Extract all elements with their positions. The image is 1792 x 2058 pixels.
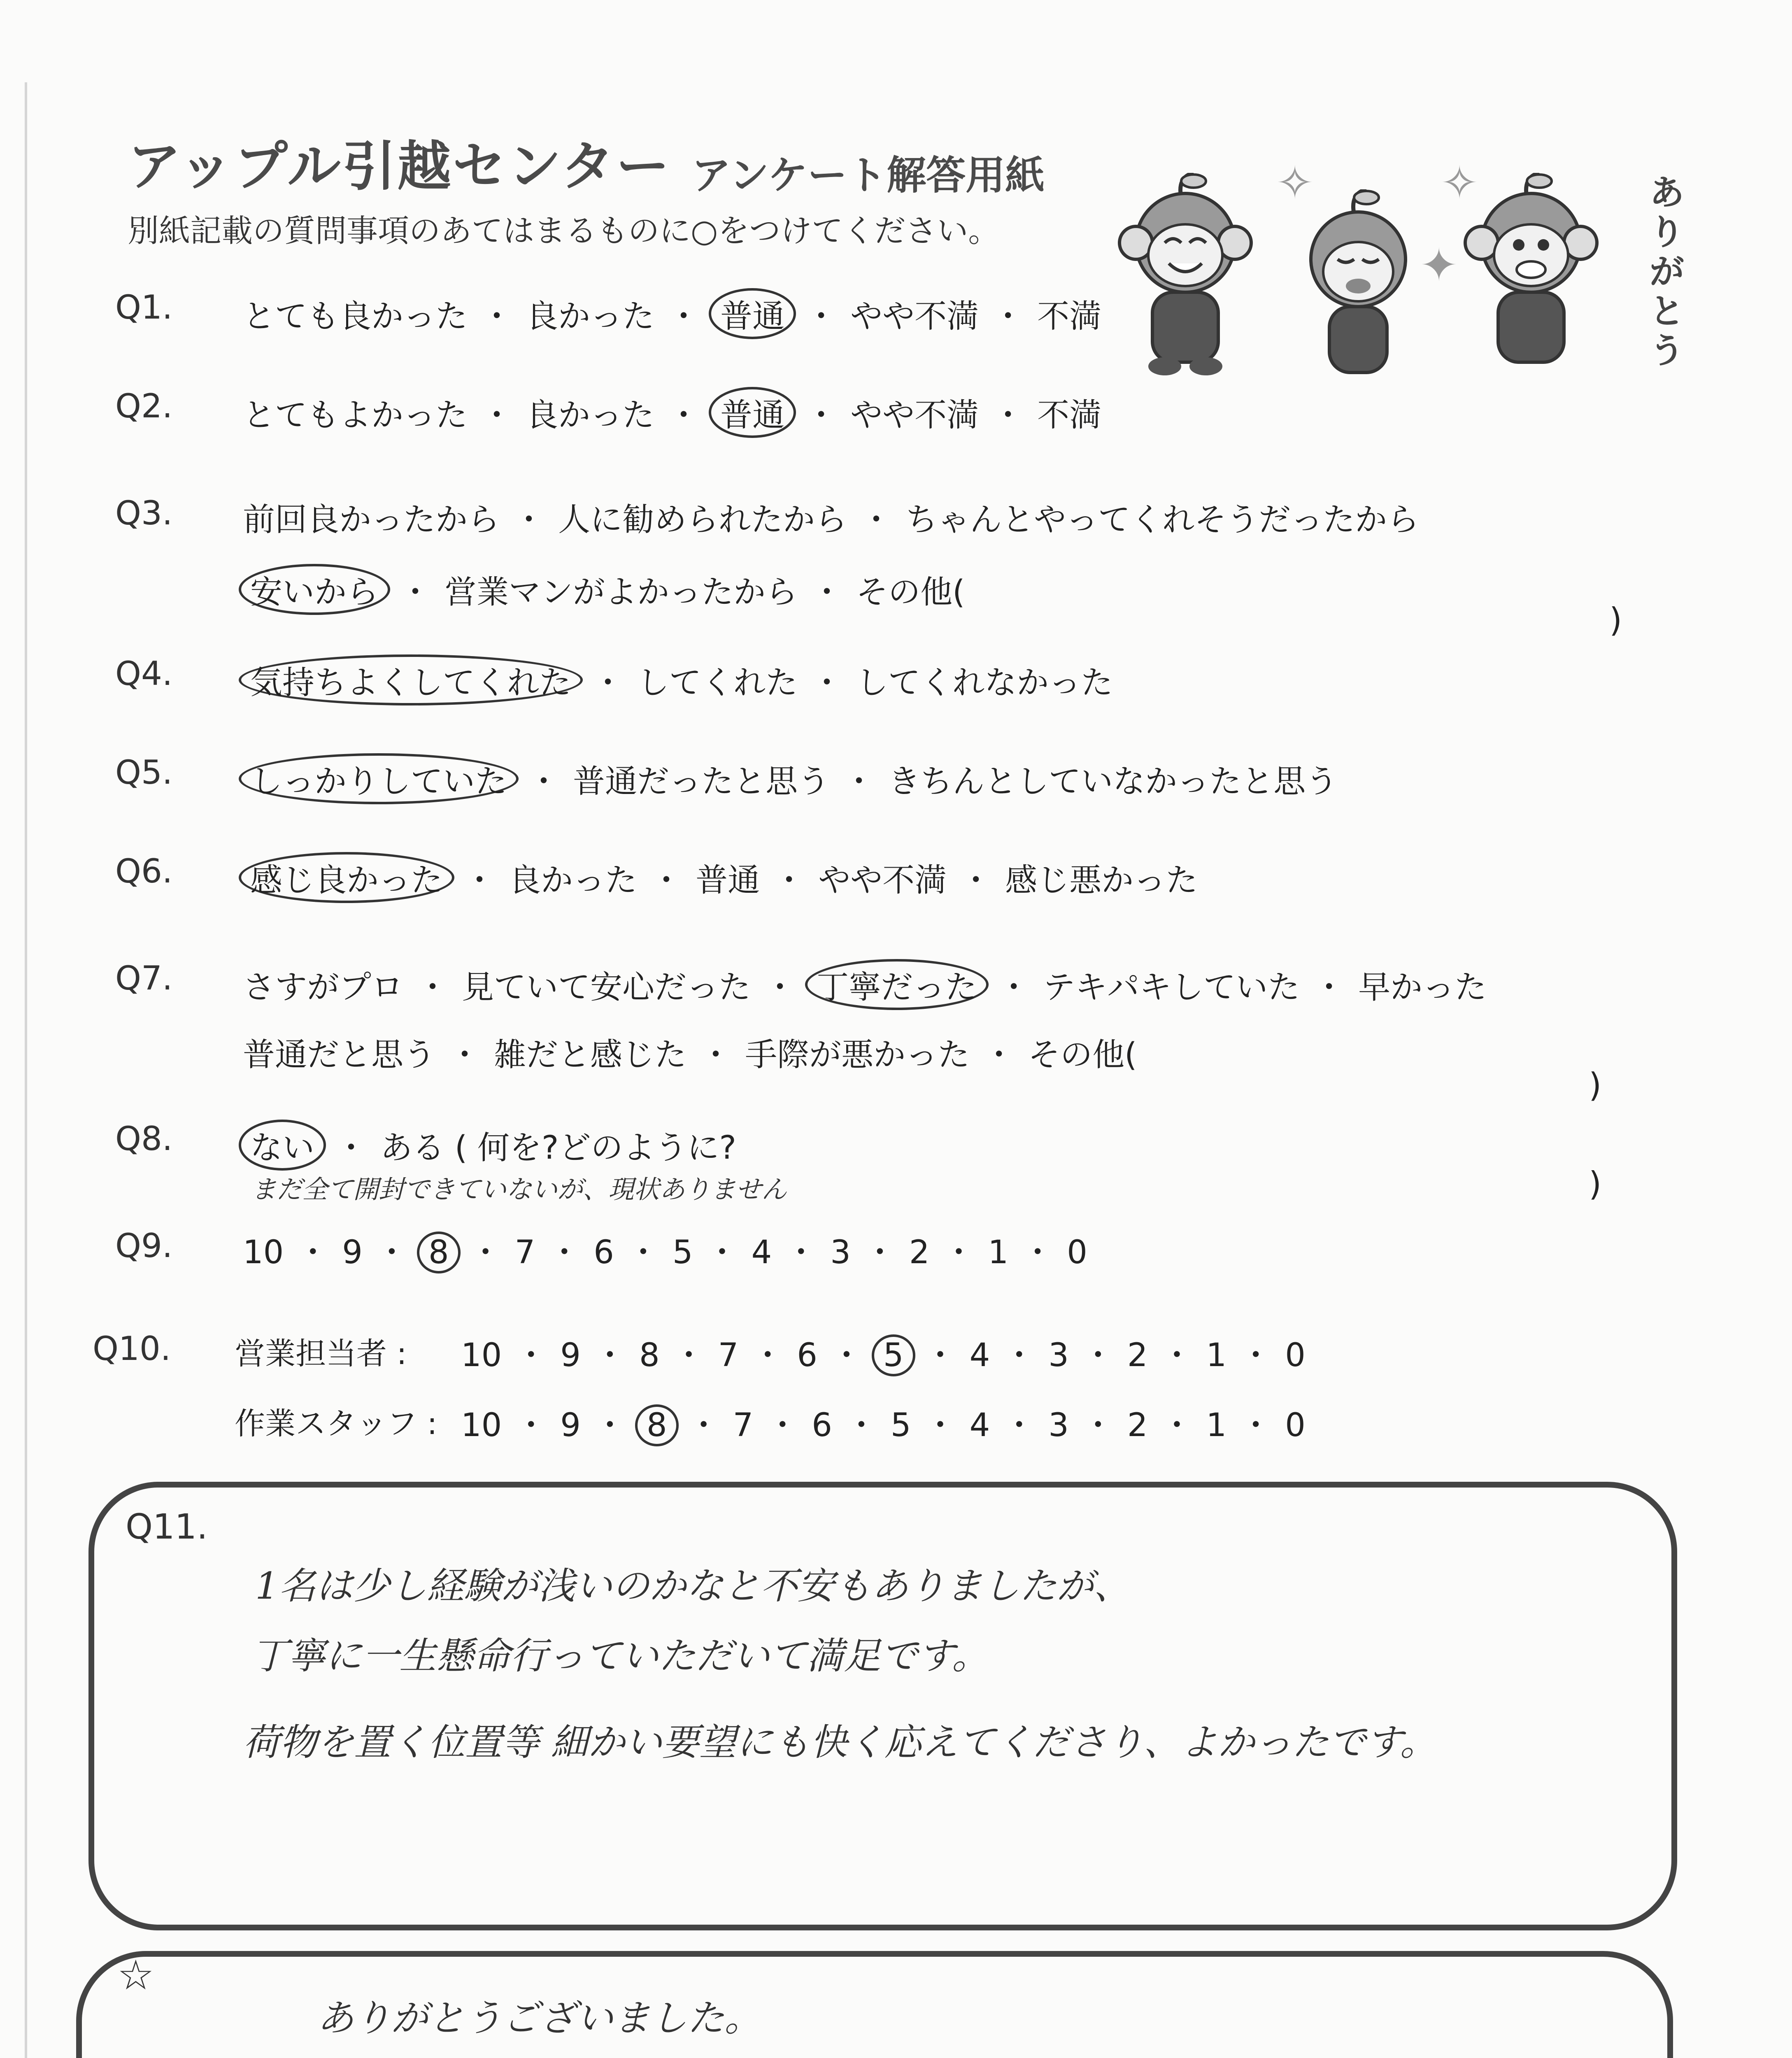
option[interactable]: 8: [639, 1337, 660, 1374]
question-options: [243, 753, 1338, 804]
option[interactable]: 4: [969, 1407, 990, 1444]
rating-scale: [461, 1329, 1306, 1376]
separator-dot: ・: [1003, 1407, 1036, 1444]
separator-dot: ・: [1240, 1337, 1272, 1374]
option[interactable]: 雑だと感じた: [494, 1036, 687, 1073]
selected-option[interactable]: 普通: [709, 288, 796, 339]
separator-dot: ・: [528, 763, 560, 800]
option[interactable]: 見ていて安心だった: [462, 969, 751, 1006]
selected-option[interactable]: 感じ良かった: [239, 852, 454, 903]
separator-dot: ・: [843, 763, 875, 800]
option[interactable]: 1: [988, 1234, 1009, 1271]
monkey-mascot-icon: [1292, 189, 1424, 387]
option[interactable]: やや不満: [850, 397, 979, 434]
option[interactable]: きちんとしていなかったと思う: [888, 763, 1338, 800]
separator-dot: ・: [335, 1129, 368, 1166]
question-label: Q9.: [115, 1227, 173, 1265]
separator-dot: ・: [513, 501, 545, 538]
option[interactable]: 普通だったと思う: [573, 763, 830, 800]
selected-option[interactable]: 普通: [709, 387, 796, 438]
option[interactable]: 前回良かったから: [243, 501, 500, 538]
separator-dot: ・: [863, 1234, 896, 1271]
paren-close: ): [1589, 1066, 1602, 1104]
mascot-illustration: [1111, 156, 1708, 387]
selected-option[interactable]: 安いから: [239, 564, 390, 615]
option[interactable]: 3: [1048, 1337, 1069, 1374]
option[interactable]: ちゃんとやってくれそうだったから: [905, 501, 1420, 538]
option[interactable]: 手際が悪かった: [745, 1036, 970, 1073]
option[interactable]: 2: [1127, 1407, 1148, 1444]
option[interactable]: テキパキしていた: [1043, 969, 1300, 1006]
separator-dot: ・: [830, 1337, 863, 1374]
handwritten-line: 1名は少し経験が浅いのかなと不安もありましたが、: [255, 1564, 1131, 1608]
option[interactable]: 普通: [696, 862, 760, 899]
company-title: アップル引越センター: [128, 135, 671, 198]
separator-dot: ・: [463, 862, 496, 899]
handwritten-line: ありがとうございました。: [317, 1997, 761, 2040]
separator-dot: ・: [943, 1234, 975, 1271]
option[interactable]: 普通だと思う: [243, 1036, 436, 1073]
option[interactable]: 5: [890, 1407, 911, 1444]
question-label: Q7.: [115, 959, 173, 997]
selected-option[interactable]: しっかりしていた: [239, 753, 519, 804]
separator-dot: ・: [785, 1234, 817, 1271]
separator-dot: ・: [399, 574, 432, 611]
separator-dot: ・: [766, 1407, 799, 1444]
selected-option[interactable]: 8: [417, 1232, 461, 1273]
option[interactable]: 4: [969, 1337, 990, 1374]
question-label: Q11.: [126, 1506, 208, 1547]
handwritten-line: 荷物を置く位置等 細かい要望にも快く応えてくださり、よかったです。: [243, 1721, 1437, 1764]
option[interactable]: 不満: [1037, 298, 1102, 335]
selected-option[interactable]: 気持ちよくしてくれた: [239, 654, 583, 705]
separator-dot: ・: [593, 1337, 626, 1374]
option[interactable]: とても良かった: [243, 298, 468, 335]
separator-dot: ・: [1082, 1407, 1114, 1444]
separator-dot: ・: [673, 1337, 705, 1374]
rating-scale: [461, 1399, 1306, 1446]
question-options: [243, 1227, 1087, 1273]
separator-dot: ・: [1161, 1407, 1193, 1444]
separator-dot: ・: [687, 1407, 720, 1444]
sparkle-icon: ✧: [1276, 156, 1314, 209]
separator-dot: ・: [960, 862, 992, 899]
separator-dot: ・: [706, 1234, 738, 1271]
separator-dot: ・: [375, 1234, 408, 1271]
sparkle-icon: ✦: [1420, 239, 1458, 291]
question-options: [243, 1029, 1137, 1075]
separator-dot: ・: [992, 397, 1024, 434]
question-label: Q10.: [93, 1329, 171, 1368]
separator-dot: ・: [481, 397, 513, 434]
option[interactable]: 1: [1206, 1407, 1227, 1444]
paren-close: ): [1589, 1165, 1602, 1203]
selected-option[interactable]: 8: [635, 1404, 679, 1446]
separator-dot: ・: [593, 1407, 626, 1444]
option[interactable]: 人に勧められたから: [558, 501, 847, 538]
separator-dot: ・: [700, 1036, 732, 1073]
separator-dot: ・: [449, 1036, 481, 1073]
question-options: [243, 654, 1113, 705]
separator-dot: ・: [998, 969, 1030, 1006]
option[interactable]: 9: [560, 1337, 581, 1374]
option[interactable]: 0: [1285, 1337, 1306, 1374]
option[interactable]: 10: [461, 1407, 502, 1444]
question-options: [243, 1120, 736, 1171]
separator-dot: ・: [805, 298, 838, 335]
option[interactable]: 6: [812, 1407, 832, 1444]
option[interactable]: してくれなかった: [856, 664, 1113, 701]
rating-row-label: 作業スタッフ :: [235, 1406, 438, 1441]
separator-dot: ・: [764, 969, 796, 1006]
option[interactable]: 7: [514, 1234, 535, 1271]
option[interactable]: 9: [342, 1234, 363, 1271]
separator-dot: ・: [481, 298, 513, 335]
separator-dot: ・: [592, 664, 624, 701]
question-label: Q6.: [115, 852, 173, 890]
sparkle-icon: ✧: [1441, 156, 1479, 209]
option[interactable]: 良かった: [509, 862, 638, 899]
q11-comment-box: [88, 1482, 1677, 1930]
question-label: Q1.: [115, 288, 173, 326]
separator-dot: ・: [668, 397, 700, 434]
separator-dot: ・: [627, 1234, 659, 1271]
separator-dot: ・: [515, 1407, 547, 1444]
separator-dot: ・: [845, 1407, 877, 1444]
option[interactable]: 10: [243, 1234, 284, 1271]
option[interactable]: 0: [1067, 1234, 1087, 1271]
separator-dot: ・: [805, 397, 838, 434]
option[interactable]: 1: [1206, 1337, 1227, 1374]
question-options: [243, 387, 1101, 438]
separator-dot: ・: [1003, 1337, 1036, 1374]
separator-dot: ・: [515, 1337, 547, 1374]
option[interactable]: 6: [593, 1234, 614, 1271]
separator-dot: ・: [1161, 1337, 1193, 1374]
question-options: [243, 564, 965, 615]
separator-dot: ・: [860, 501, 893, 538]
separator-dot: ・: [1240, 1407, 1272, 1444]
question-label: Q2.: [115, 387, 173, 425]
separator-dot: ・: [548, 1234, 581, 1271]
separator-dot: ・: [811, 664, 843, 701]
option[interactable]: 9: [560, 1407, 581, 1444]
paren-close: ): [1609, 601, 1622, 639]
option[interactable]: 良かった: [526, 298, 655, 335]
separator-dot: ・: [1313, 969, 1345, 1006]
option[interactable]: その他(: [1028, 1036, 1137, 1073]
option[interactable]: 早かった: [1358, 969, 1487, 1006]
question-options: [243, 494, 1419, 540]
separator-dot: ・: [469, 1234, 502, 1271]
handwritten-note: まだ全て開封できていないが、現状ありません: [251, 1174, 787, 1204]
option[interactable]: 7: [718, 1337, 739, 1374]
option[interactable]: 0: [1285, 1407, 1306, 1444]
separator-dot: ・: [983, 1036, 1015, 1073]
option[interactable]: さすがプロ: [243, 969, 404, 1006]
separator-dot: ・: [924, 1337, 957, 1374]
question-label: Q3.: [115, 494, 173, 532]
option[interactable]: 4: [751, 1234, 772, 1271]
option[interactable]: 3: [830, 1234, 851, 1271]
monkey-mascot-icon: [1457, 173, 1605, 379]
question-options: [243, 288, 1101, 339]
option[interactable]: 6: [797, 1337, 817, 1374]
question-label: Q5.: [115, 753, 173, 792]
mascot-caption: ありがとう: [1649, 172, 1684, 371]
selected-option[interactable]: ない: [239, 1120, 326, 1171]
instruction-text: 別紙記載の質問事項のあてはまるものに○をつけてください。: [128, 212, 1000, 249]
separator-dot: ・: [1022, 1234, 1054, 1271]
thanks-comment-box: [76, 1951, 1673, 2058]
question-options: [243, 852, 1198, 903]
option[interactable]: 2: [1127, 1337, 1148, 1374]
option[interactable]: とてもよかった: [243, 397, 468, 434]
monkey-mascot-icon: [1111, 173, 1259, 379]
separator-dot: ・: [773, 862, 805, 899]
option[interactable]: ある ( 何を?どのように?: [380, 1129, 736, 1166]
separator-dot: ・: [417, 969, 449, 1006]
selected-option[interactable]: 5: [872, 1334, 915, 1376]
separator-dot: ・: [1082, 1337, 1114, 1374]
question-label: Q4.: [115, 654, 173, 693]
option[interactable]: 2: [909, 1234, 930, 1271]
option[interactable]: 良かった: [526, 397, 655, 434]
separator-dot: ・: [668, 298, 700, 335]
option[interactable]: その他(: [856, 574, 965, 611]
rating-row-label: 営業担当者 :: [235, 1336, 407, 1371]
star-icon: ☆: [117, 1951, 154, 1999]
option[interactable]: 5: [672, 1234, 693, 1271]
option[interactable]: 営業マンがよかったから: [445, 574, 798, 611]
separator-dot: ・: [650, 862, 683, 899]
question-options: [243, 959, 1487, 1010]
option[interactable]: やや不満: [850, 298, 979, 335]
option[interactable]: 10: [461, 1337, 502, 1374]
separator-dot: ・: [924, 1407, 957, 1444]
separator-dot: ・: [992, 298, 1024, 335]
question-label: Q8.: [115, 1120, 173, 1158]
separator-dot: ・: [752, 1337, 784, 1374]
separator-dot: ・: [811, 574, 843, 611]
option[interactable]: 3: [1048, 1407, 1069, 1444]
option[interactable]: 感じ悪かった: [1005, 862, 1198, 899]
option[interactable]: 7: [733, 1407, 754, 1444]
handwritten-line: 丁寧に一生懸命行っていただいて満足です。: [251, 1634, 989, 1678]
selected-option[interactable]: 丁寧だった: [805, 959, 989, 1010]
option[interactable]: 不満: [1037, 397, 1102, 434]
option[interactable]: してくれた: [637, 664, 798, 701]
separator-dot: ・: [297, 1234, 329, 1271]
form-subtitle: アンケート解答用紙: [691, 152, 1045, 198]
option[interactable]: やや不満: [818, 862, 947, 899]
